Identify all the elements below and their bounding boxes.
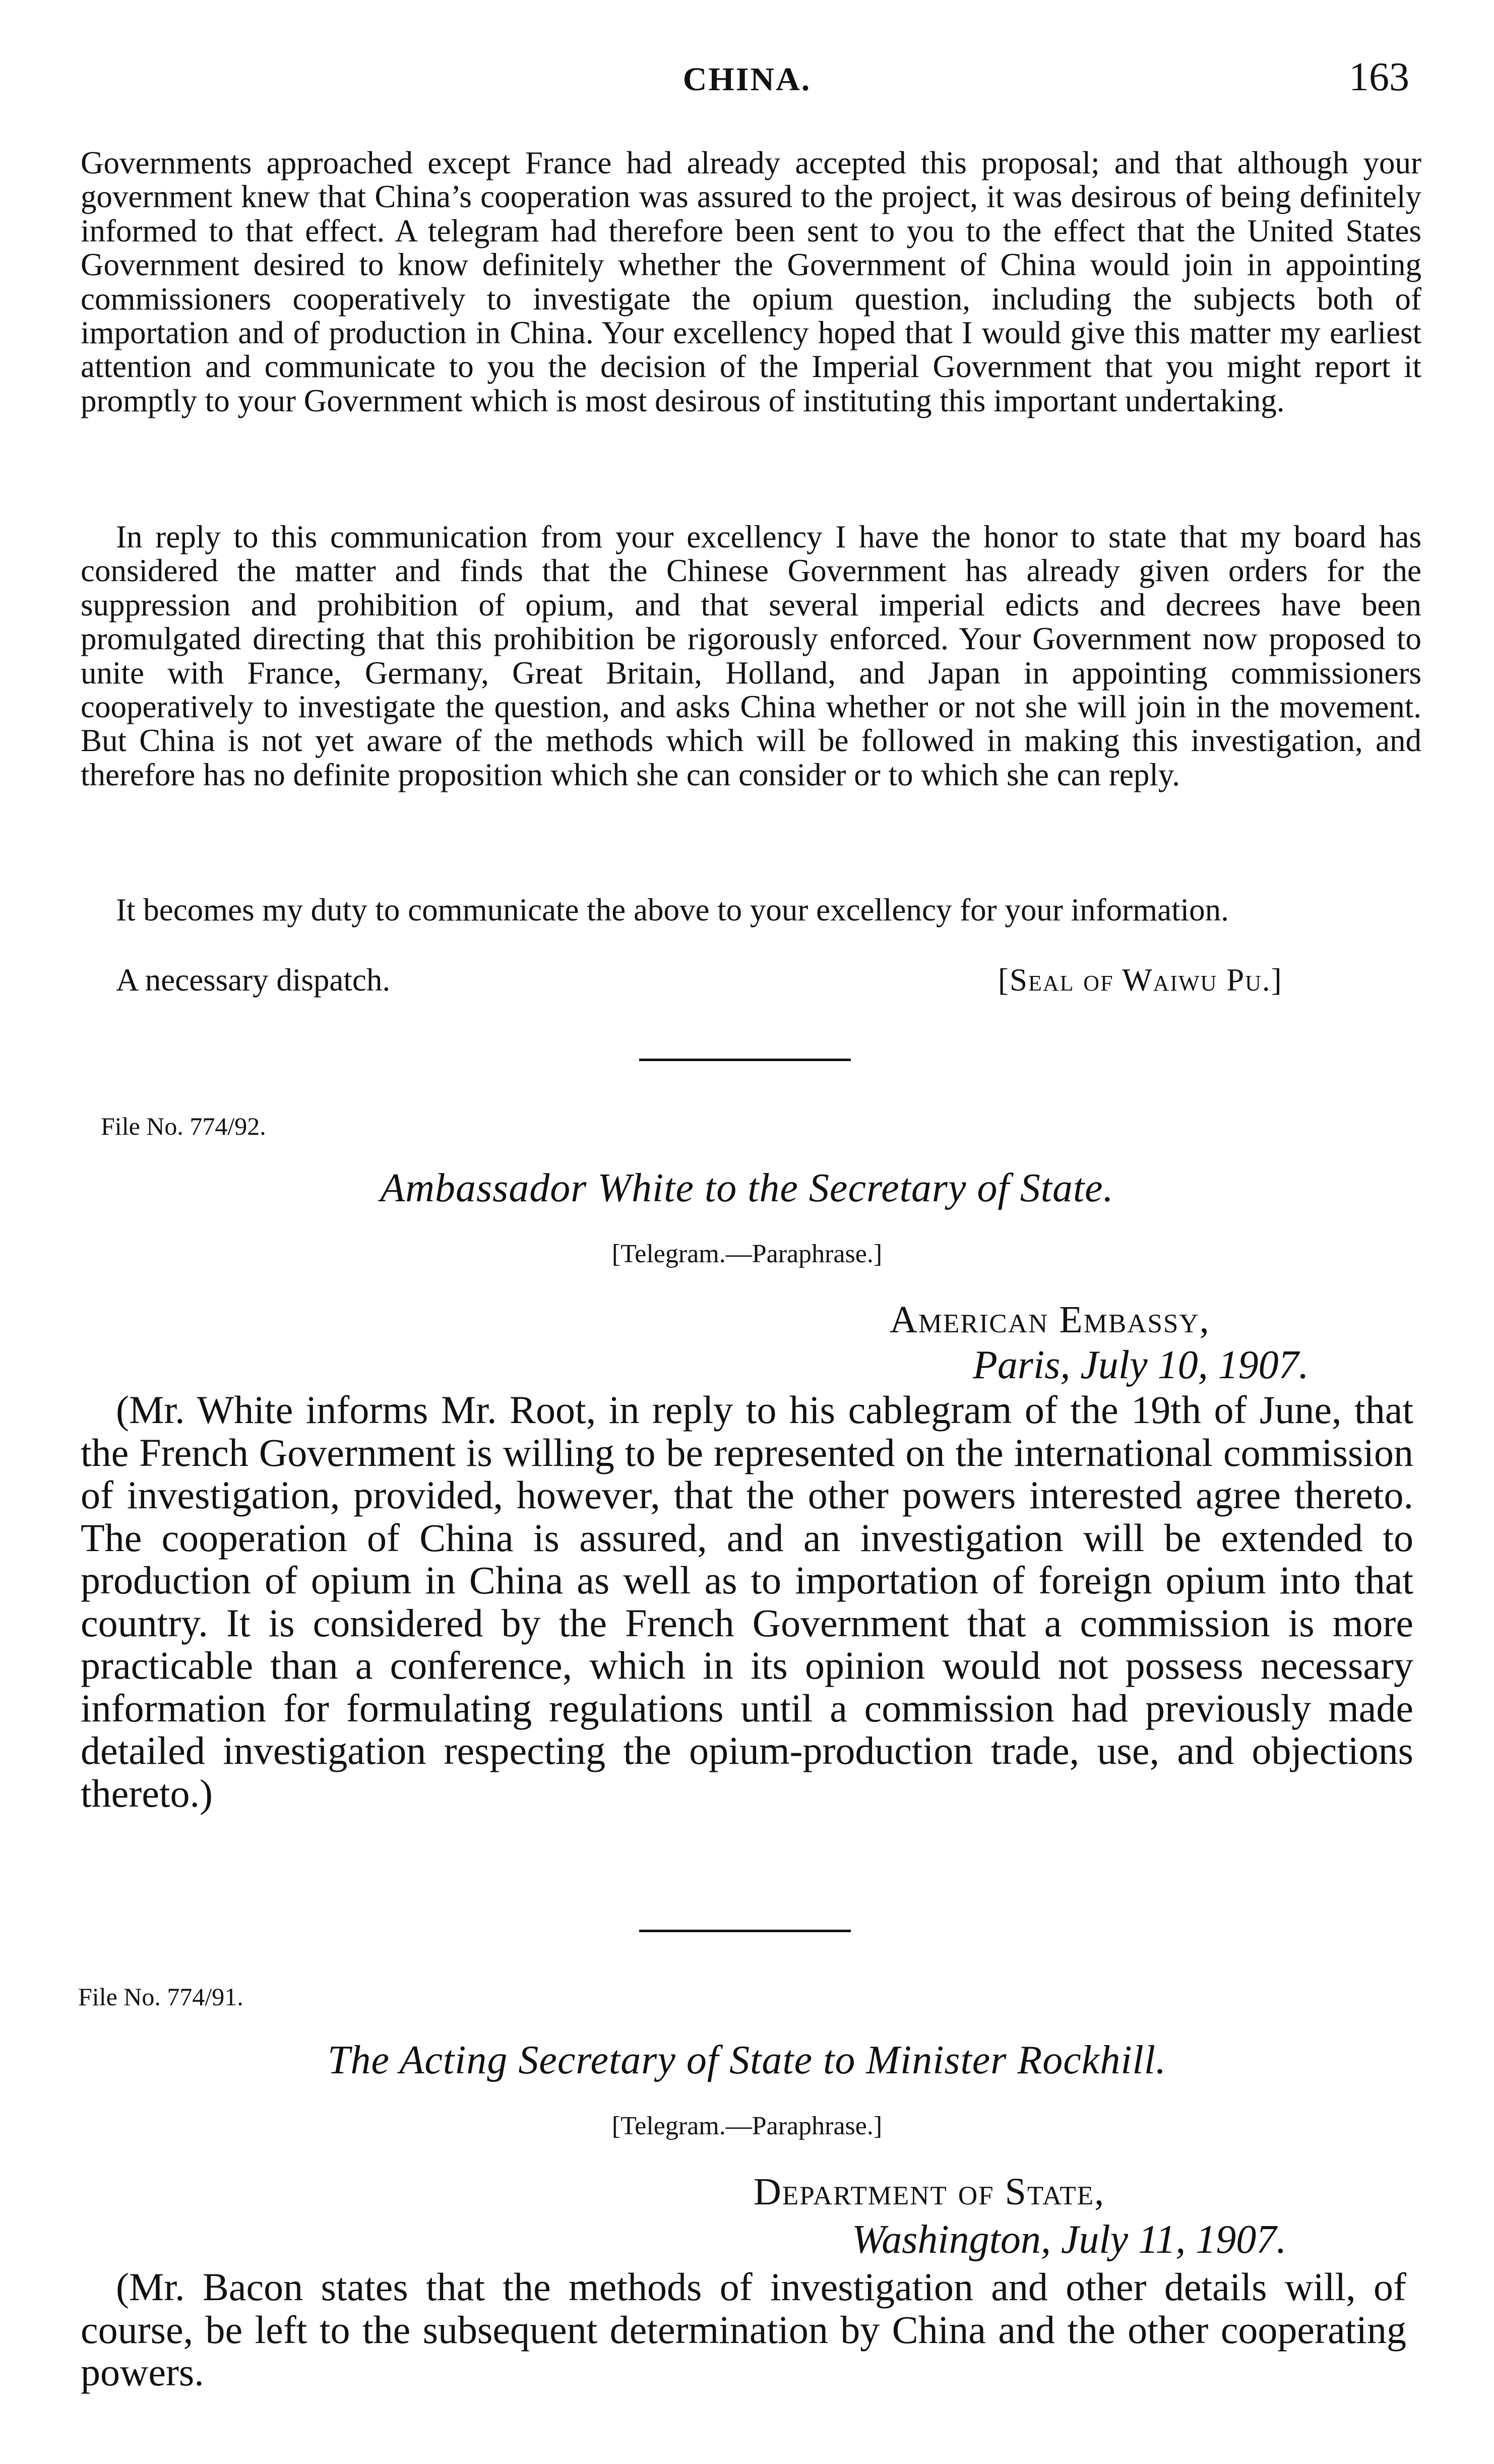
doc1-date: Paris, July 10, 1907. [973, 1343, 1309, 1387]
section-divider-1 [639, 1059, 851, 1061]
doc2-place: Department of State, [754, 2171, 1105, 2213]
running-title: CHINA. [682, 61, 812, 98]
doc1-body: (Mr. White informs Mr. Root, in reply to his cablegram of the 19th of June, that the French Government is willing to be represented on the international commission of investigation, provided, however, that the other powers interested agree thereto. The cooperation of China is assured, and an investigation will be extended to production of opium in China as well as to importation of foreign opium into that country. It is considered by the French Government that a commission is more practicable than a conference, which in its opinion would not possess necessary information for formulating regulations until a commission had previously made detailed investigation respecting the opium-production trade, use, and objections thereto.) [81, 1388, 1413, 1815]
letter-paragraph-3-text: It becomes my duty to communicate the above to your excellency for your information. [116, 892, 1229, 928]
page-number: 163 [1349, 55, 1409, 99]
running-head [0, 54, 1494, 110]
letter-paragraph-3 [81, 893, 1421, 927]
closing-line: A necessary dispatch. [116, 962, 391, 998]
letter-paragraph-1: Governments approached except France had already accepted this proposal; and that although your government knew that China’s cooperation was assured to the project, it was desirous of being definitely informed to that effect. A telegram had therefore been sent to you to the effect that the United States Government desired to know definitely whether the Government of China would join in appointing commissioners cooperatively to investigate the opium question, including the subjects both of importation and of production in China. Your excellency hoped that I would give this matter my earliest attention and communicate to you the decision of the Imperial Government that you might report it promptly to your Government which is most desirous of instituting this important undertaking. [81, 145, 1421, 418]
doc2-telegram-note: [Telegram.—Paraphrase.] [611, 2112, 883, 2140]
doc1-file-number: File No. 774/92. [101, 1112, 266, 1140]
section-divider-2 [639, 1930, 851, 1932]
letter-paragraph-2 [81, 520, 1421, 792]
doc1-heading: Ambassador White to the Secretary of State. [380, 1166, 1114, 1210]
doc1-place: American Embassy, [890, 1299, 1210, 1341]
doc2-date: Washington, July 11, 1907. [852, 2217, 1287, 2262]
doc2-file-number: File No. 774/91. [78, 1983, 243, 2011]
doc1-telegram-note: [Telegram.—Paraphrase.] [611, 1240, 883, 1268]
doc2-heading: The Acting Secretary of State to Minister Rockhill. [327, 2038, 1166, 2082]
seal-note: [Seal of Waiwu Pu.] [998, 962, 1283, 998]
letter-paragraph-2-text: In reply to this communication from your excellency I have the honor to state that my board has considered the matter and finds that the Chinese Government has already given orders for the suppression and prohibition of opium, and that several imperial edicts and decrees have been promulgated directing that this prohibition be rigorously enforced. Your Government now proposed to unite with France, Germany, Great Britain, Holland, and Japan in appointing commissioners cooperatively to investigate the question, and asks China whether or not she will join in the movement. But China is not yet aware of the methods which will be followed in making this investigation, and therefore has no definite proposition which she can consider or to which she can reply. [81, 519, 1421, 792]
doc2-body: (Mr. Bacon states that the methods of investigation and other details will, of course, be left to the subsequent determination by China and the other cooperating powers. [81, 2265, 1406, 2394]
